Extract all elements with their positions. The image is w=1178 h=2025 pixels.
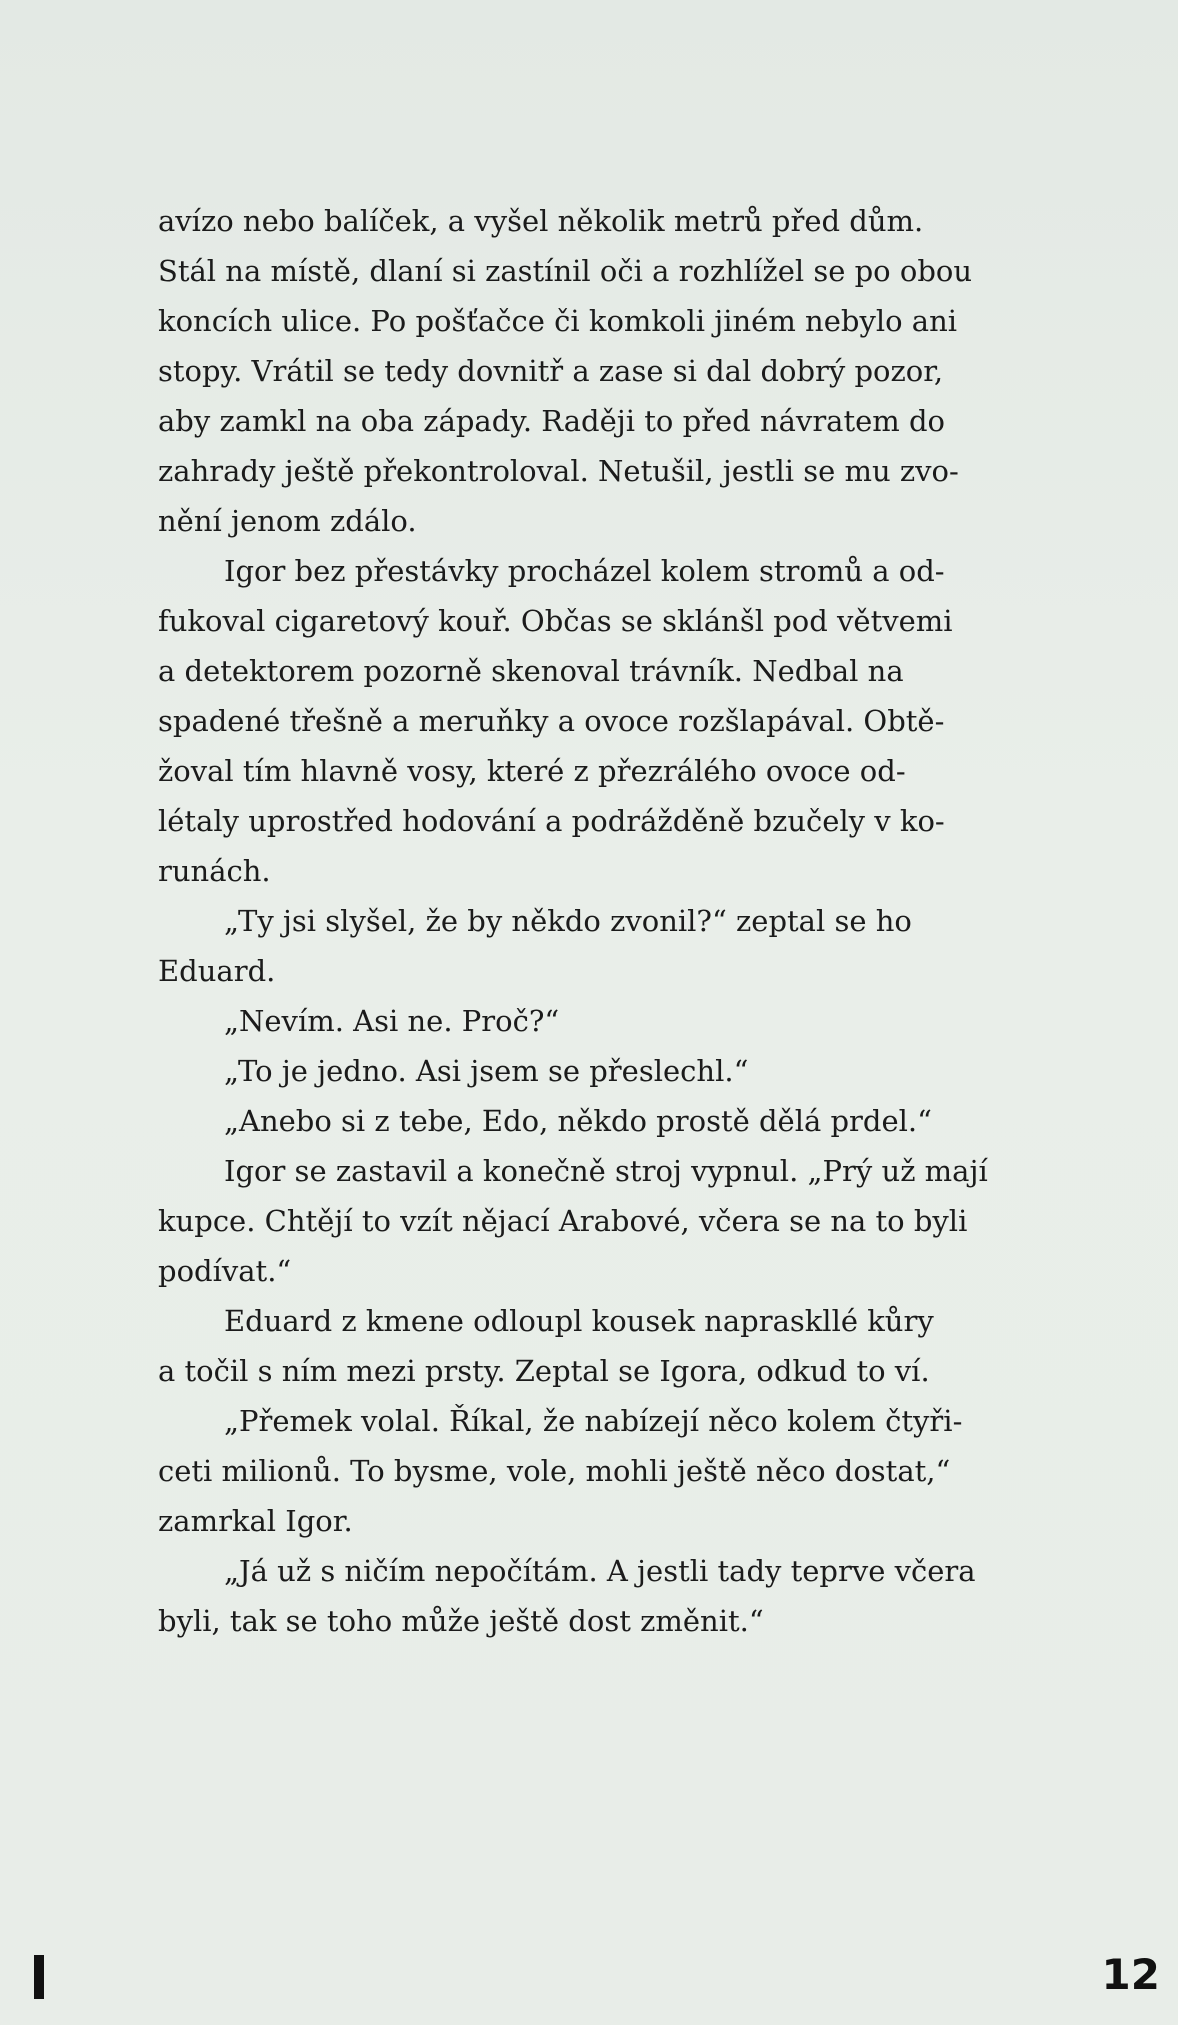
text-line: žoval tím hlavně vosy, které z přezrálého ovoce od-: [158, 754, 906, 788]
text-line: podívat.“: [158, 1254, 292, 1288]
text-line: a detektorem pozorně skenoval trávník. Nedbal na: [158, 654, 904, 688]
text-line: Eduard.: [158, 954, 276, 988]
paragraph: [158, 1146, 1018, 1296]
text-line: Stál na místě, dlaní si zastínil oči a rozhlížel se po obou: [158, 254, 973, 288]
text-line: a točil s ním mezi prsty. Zeptal se Igora, odkud to ví.: [158, 1354, 930, 1388]
paragraph: [158, 546, 1018, 896]
text-line: Igor se zastavil a konečně stroj vypnul. „Prý už mají: [224, 1154, 988, 1188]
text-line: Igor bez přestávky procházel kolem stromů a od-: [224, 554, 945, 588]
paragraph: [158, 1546, 1018, 1646]
text-line: „Anebo si z tebe, Edo, někdo prostě dělá prdel.“: [224, 1104, 932, 1138]
text-line: létaly uprostřed hodování a podrážděně bzučely v ko-: [158, 804, 945, 838]
text-line: runách.: [158, 854, 271, 888]
text-line: nění jenom zdálo.: [158, 504, 417, 538]
text-line: „Ty jsi slyšel, že by někdo zvonil?“ zeptal se ho: [224, 904, 912, 938]
text-line: fukoval cigaretový kouř. Občas se sklánšl pod větvemi: [158, 604, 953, 638]
text-line: stopy. Vrátil se tedy dovnitř a zase si dal dobrý pozor,: [158, 354, 944, 388]
text-line: kupce. Chtějí to vzít nějací Arabové, včera se na to byli: [158, 1204, 968, 1238]
paragraph: [158, 1296, 1018, 1396]
text-line: byli, tak se toho může ještě dost změnit.“: [158, 1604, 764, 1638]
page-number: 12: [1101, 1950, 1160, 1999]
text-line: avízo nebo balíček, a vyšel několik metrů před dům.: [158, 204, 924, 238]
footer-mark: [34, 1955, 44, 1999]
paragraph: [158, 896, 1018, 996]
paragraph: [158, 996, 1018, 1046]
paragraph: [158, 1096, 1018, 1146]
text-line: aby zamkl na oba západy. Raději to před návratem do: [158, 404, 946, 438]
text-line: „Já už s ničím nepočítám. A jestli tady teprve včera: [224, 1554, 976, 1588]
paragraph: [158, 196, 1018, 546]
text-line: „Nevím. Asi ne. Proč?“: [224, 1004, 560, 1038]
text-line: „To je jedno. Asi jsem se přeslechl.“: [224, 1054, 749, 1088]
text-line: Eduard z kmene odloupl kousek napraskllé kůry: [224, 1304, 934, 1338]
body-text: [158, 196, 1018, 1646]
paragraph: [158, 1396, 1018, 1546]
paragraph: [158, 1046, 1018, 1096]
text-line: ceti milionů. To bysme, vole, mohli ještě něco dostat,“: [158, 1454, 951, 1488]
text-line: koncích ulice. Po pošťačce či komkoli jiném nebylo ani: [158, 304, 958, 338]
text-line: „Přemek volal. Říkal, že nabízejí něco kolem čtyři-: [224, 1404, 963, 1438]
text-line: zahrady ještě překontroloval. Netušil, jestli se mu zvo-: [158, 454, 959, 488]
text-line: spadené třešně a meruňky a ovoce rozšlapával. Obtě-: [158, 704, 945, 738]
text-line: zamrkal Igor.: [158, 1504, 353, 1538]
